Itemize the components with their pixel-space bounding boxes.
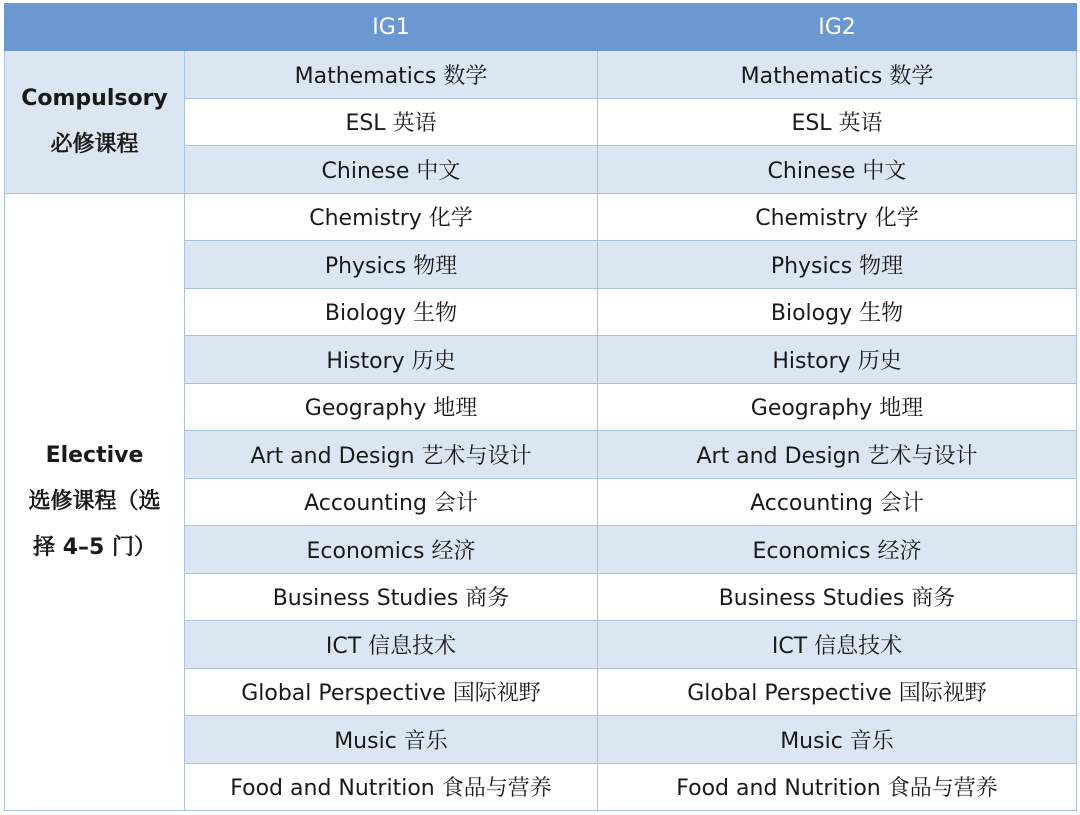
subject-cell-ig1: ICT 信息技术 [185, 621, 598, 669]
subject-cell-ig2: Music 音乐 [598, 716, 1077, 764]
subject-cell-ig1: Chinese 中文 [185, 146, 598, 194]
subject-cell-ig1: Business Studies 商务 [185, 573, 598, 621]
subject-cell-ig2: Biology 生物 [598, 288, 1077, 336]
subject-cell-ig1: Accounting 会计 [185, 478, 598, 526]
subject-cell-ig1: ESL 英语 [185, 98, 598, 146]
subject-cell-ig1: Food and Nutrition 食品与营养 [185, 763, 598, 811]
group-label-elective [5, 193, 185, 811]
subject-cell-ig2: Business Studies 商务 [598, 573, 1077, 621]
subject-cell-ig1: Art and Design 艺术与设计 [185, 431, 598, 479]
subject-cell-ig1: Chemistry 化学 [185, 193, 598, 241]
subject-cell-ig2: Global Perspective 国际视野 [598, 668, 1077, 716]
subject-cell-ig2: Economics 经济 [598, 526, 1077, 574]
subject-cell-ig2: Physics 物理 [598, 241, 1077, 289]
subject-cell-ig2: History 历史 [598, 336, 1077, 384]
subject-cell-ig1: History 历史 [185, 336, 598, 384]
subject-cell-ig2: Art and Design 艺术与设计 [598, 431, 1077, 479]
group-label-en: Compulsory [21, 85, 168, 111]
subject-cell-ig2: Mathematics 数学 [598, 51, 1077, 99]
subject-cell-ig1: Biology 生物 [185, 288, 598, 336]
table-body [5, 51, 1077, 811]
header-ig1: IG1 [185, 4, 598, 51]
group-label-zh-line2: 择 4–5 门） [33, 534, 156, 560]
group-label-en: Elective [45, 442, 144, 468]
table-row [5, 51, 1077, 99]
subject-cell-ig1: Economics 经济 [185, 526, 598, 574]
subject-cell-ig1: Physics 物理 [185, 241, 598, 289]
table-header [5, 4, 1077, 51]
header-row [5, 4, 1077, 51]
subject-cell-ig2: ICT 信息技术 [598, 621, 1077, 669]
group-label-zh-line1: 选修课程（选 [28, 488, 161, 514]
subject-cell-ig2: Geography 地理 [598, 383, 1077, 431]
course-table [4, 3, 1077, 811]
subject-cell-ig1: Global Perspective 国际视野 [185, 668, 598, 716]
subject-cell-ig2: Chemistry 化学 [598, 193, 1077, 241]
subject-cell-ig2: Accounting 会计 [598, 478, 1077, 526]
subject-cell-ig1: Music 音乐 [185, 716, 598, 764]
header-corner-cell [5, 4, 185, 51]
header-ig2: IG2 [598, 4, 1077, 51]
subject-cell-ig1: Geography 地理 [185, 383, 598, 431]
group-label-zh: 必修课程 [50, 131, 139, 157]
subject-cell-ig2: ESL 英语 [598, 98, 1077, 146]
group-label-compulsory [5, 51, 185, 194]
subject-cell-ig2: Food and Nutrition 食品与营养 [598, 763, 1077, 811]
subject-cell-ig1: Mathematics 数学 [185, 51, 598, 99]
table-row [5, 193, 1077, 241]
subject-cell-ig2: Chinese 中文 [598, 146, 1077, 194]
